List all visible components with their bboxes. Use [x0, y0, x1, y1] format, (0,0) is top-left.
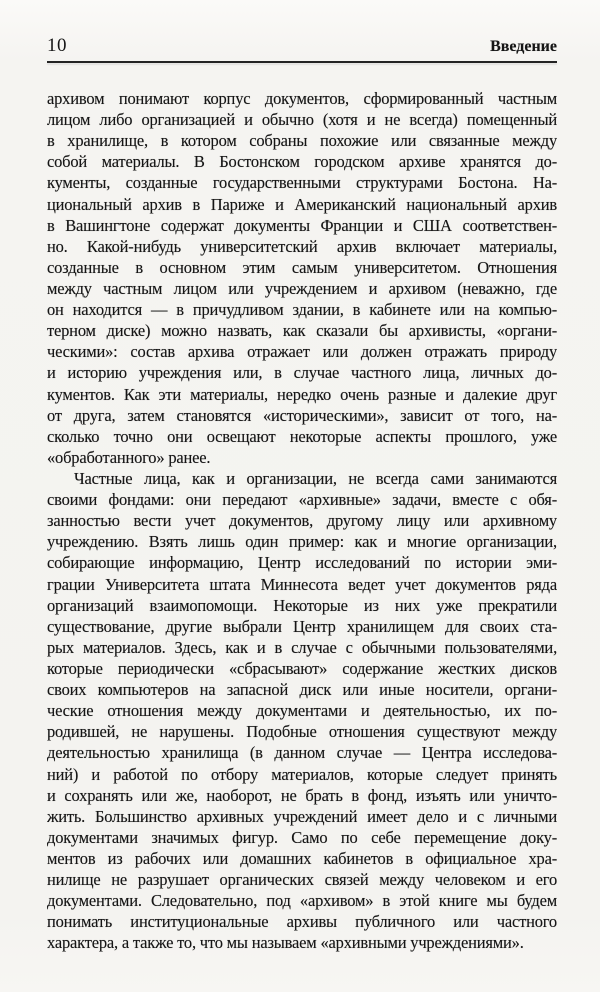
text-line: созданные в основном этим самым университетом. Отношения	[47, 257, 557, 277]
text-line: своими фондами: они передают «архивные» задачи, вместе с обя-	[47, 490, 557, 510]
text-line: жить. Большинство архивных учреждений имеет дело и с личными	[47, 806, 557, 826]
text-line: занностью вести учет документов, другому лицу или архивному	[47, 511, 557, 531]
running-title: Введение	[490, 38, 557, 55]
text-line: но. Какой-нибудь университетский архив включает материалы,	[47, 236, 557, 256]
text-line: Частные лица, как и организации, не всегда сами занимаются	[74, 468, 557, 488]
text-line: деятельностью хранилища (в данном случае — Центра исследова-	[47, 743, 557, 763]
text-line: кументов. Как эти материалы, нередко очень разные и далекие друг	[47, 384, 557, 404]
text-line: документами. Следовательно, под «архивом» в этой книге мы будем	[47, 891, 557, 911]
text-line: ческие отношения между документами и деятельностью, их по-	[47, 701, 557, 721]
text-line: нилище не разрушает органических связей между человеком и его	[47, 870, 557, 890]
text-line: в хранилище, в котором собраны похожие или связанные между	[47, 131, 557, 151]
text-line: терном диске) можно назвать, как сказали бы архивисты, «органи-	[47, 321, 557, 341]
text-line: ментов из рабочих или домашних кабинетов в официальное хра-	[47, 848, 557, 868]
text-line: и историю учреждения или, в случае частного лица, личных до-	[47, 363, 557, 383]
header-rule	[47, 61, 557, 63]
text-line: учреждению. Взять лишь один пример: как и многие организации,	[47, 532, 557, 552]
text-line: между частным лицом или учреждением и архивом (неважно, где	[47, 278, 557, 298]
text-line: архивом понимают корпус документов, сформированный частным	[47, 89, 557, 108]
text-line: кументы, созданные государственными структурами Бостона. На-	[47, 173, 557, 193]
text-line: и сохранять или же, наоборот, не брать в фонд, изъять или уничто-	[47, 785, 557, 805]
text-line: родившей, не нарушены. Подобные отношения существуют между	[47, 722, 557, 742]
page-number: 10	[47, 35, 67, 56]
text-line: характера, а также то, что мы называем «архивными учреждениями».	[47, 933, 524, 953]
text-line: понимать институциональные архивы публичного или частного	[47, 912, 557, 932]
text-line: лицом либо организацией и обычно (хотя и не всегда) помещенный	[47, 110, 557, 130]
text-line: в Вашингтоне содержат документы Франции и США соответствен-	[47, 215, 557, 235]
page-text	[47, 88, 557, 953]
text-line: ческими»: состав архива отражает или должен отражать природу	[47, 342, 557, 362]
text-line: существование, другие выбрали Центр хранилищем для своих ста-	[47, 616, 557, 636]
text-line: документами значимых фигур. Само по себе перемещение доку-	[47, 827, 557, 847]
text-line: сколько точно они освещают некоторые аспекты прошлого, уже	[47, 426, 557, 446]
text-line: собой материалы. В Бостонском городском архиве хранятся до-	[47, 152, 557, 172]
text-line: грации Университета штата Миннесота ведет учет документов ряда	[47, 574, 557, 594]
page-header	[47, 34, 557, 58]
text-line: собирающие информацию, Центр исследований по истории эми-	[47, 553, 557, 573]
text-line: ний) и работой по отбору материалов, которые следует принять	[47, 764, 557, 784]
text-line: организаций взаимопомощи. Некоторые из них уже прекратили	[47, 595, 557, 615]
text-line: рых материалов. Здесь, как и в случае с обычными пользователями,	[47, 637, 557, 657]
text-line: от друга, затем становятся «историческими», зависит от того, на-	[47, 405, 557, 425]
text-line: циональный архив в Париже и Американский национальный архив	[47, 194, 557, 214]
text-line: «обработанного» ранее.	[47, 447, 211, 467]
text-line: он находится — в причудливом здании, в кабинете или на компью-	[47, 300, 557, 320]
text-line: своих компьютеров на запасной диск или иные носители, органи-	[47, 680, 557, 700]
text-line: которые периодически «сбрасывают» содержание жестких дисков	[47, 658, 557, 678]
